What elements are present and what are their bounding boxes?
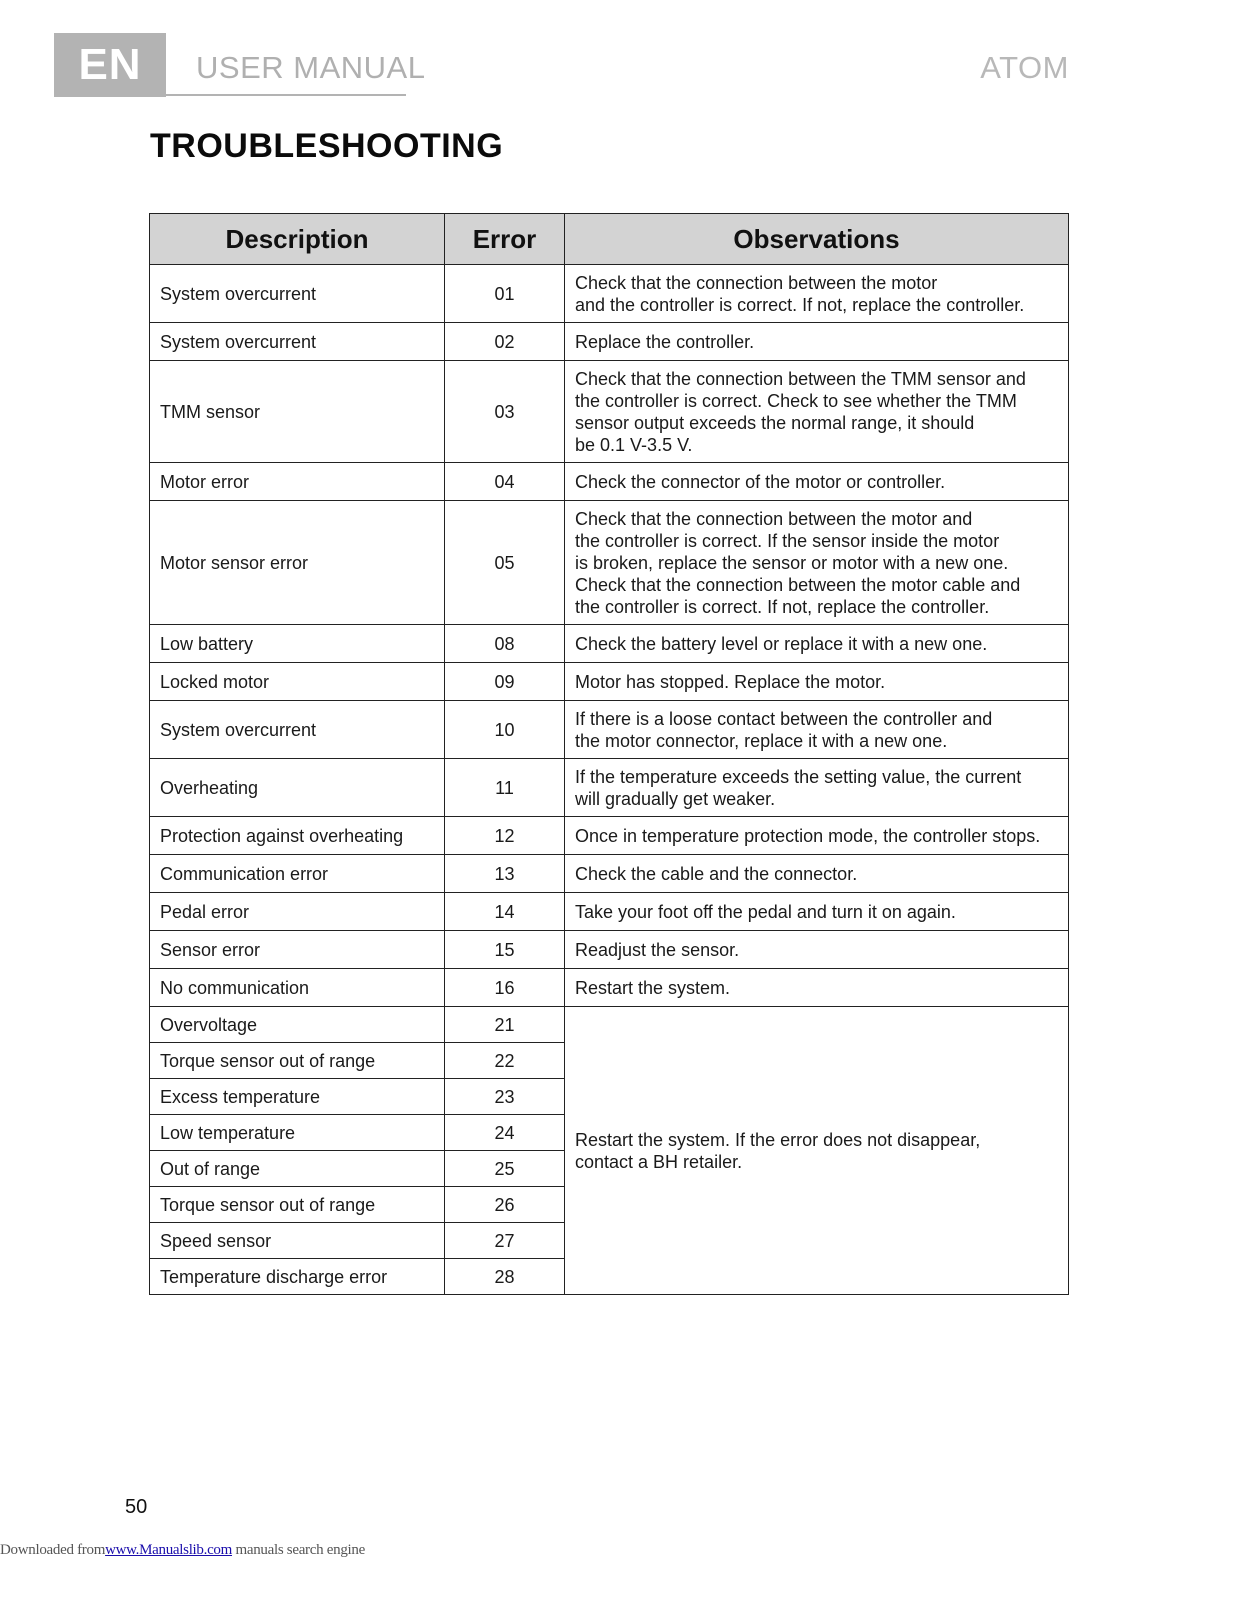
row-error-code: 03 [445, 361, 565, 463]
row-observation: Check that the connection between the motor and the controller is correct. If the sensor inside the motor is broken, replace the sensor or motor with a new one. Check that the connection between the motor cable and the controller is correct. If not, replace the controller. [565, 501, 1069, 625]
row-description: Speed sensor [150, 1223, 445, 1259]
row-observation: Motor has stopped. Replace the motor. [565, 663, 1069, 701]
row-error-code: 05 [445, 501, 565, 625]
row-description: System overcurrent [150, 701, 445, 759]
row-observation: If there is a loose contact between the controller and the motor connector, replace it with a new one. [565, 701, 1069, 759]
table-row [150, 625, 1069, 663]
table-row [150, 463, 1069, 501]
row-error-code: 04 [445, 463, 565, 501]
row-observation: If the temperature exceeds the setting value, the current will gradually get weaker. [565, 759, 1069, 817]
language-badge: EN [54, 33, 166, 97]
manualslib-link[interactable]: www.Manualslib.com [105, 1542, 233, 1558]
row-error-code: 21 [445, 1007, 565, 1043]
row-error-code: 14 [445, 893, 565, 931]
row-observation: Restart the system. [565, 969, 1069, 1007]
row-error-code: 24 [445, 1115, 565, 1151]
row-observation: Check the connector of the motor or controller. [565, 463, 1069, 501]
table-row [150, 265, 1069, 323]
page-number: 50 [125, 1496, 148, 1518]
row-error-code: 15 [445, 931, 565, 969]
table-row [150, 817, 1069, 855]
row-observation-merged: Restart the system. If the error does not disappear, contact a BH retailer. [565, 1007, 1069, 1295]
table-row [150, 855, 1069, 893]
footer-suffix: manuals search engine [232, 1542, 365, 1558]
row-description: TMM sensor [150, 361, 445, 463]
table-row [150, 759, 1069, 817]
header-underline [166, 94, 406, 96]
row-error-code: 16 [445, 969, 565, 1007]
manual-label: USER MANUAL [196, 50, 426, 85]
row-observation: Take your foot off the pedal and turn it on again. [565, 893, 1069, 931]
table-row [150, 969, 1069, 1007]
row-description: No communication [150, 969, 445, 1007]
row-description: Locked motor [150, 663, 445, 701]
row-observation: Check the cable and the connector. [565, 855, 1069, 893]
table-row [150, 323, 1069, 361]
footer [0, 1542, 365, 1559]
row-observation: Readjust the sensor. [565, 931, 1069, 969]
table-row [150, 501, 1069, 625]
row-description: Pedal error [150, 893, 445, 931]
row-error-code: 11 [445, 759, 565, 817]
troubleshooting-table [149, 213, 1069, 1295]
header-observations: Observations [565, 214, 1069, 265]
row-description: Communication error [150, 855, 445, 893]
header-description: Description [150, 214, 445, 265]
table-header-row [150, 214, 1069, 265]
row-description: Sensor error [150, 931, 445, 969]
row-error-code: 28 [445, 1259, 565, 1295]
table-row [150, 893, 1069, 931]
row-description: Excess temperature [150, 1079, 445, 1115]
row-description: Out of range [150, 1151, 445, 1187]
header-error: Error [445, 214, 565, 265]
row-description: Low battery [150, 625, 445, 663]
row-description: Low temperature [150, 1115, 445, 1151]
row-error-code: 27 [445, 1223, 565, 1259]
row-error-code: 26 [445, 1187, 565, 1223]
row-observation: Check the battery level or replace it with a new one. [565, 625, 1069, 663]
row-description: Overheating [150, 759, 445, 817]
row-observation: Once in temperature protection mode, the controller stops. [565, 817, 1069, 855]
row-description: Torque sensor out of range [150, 1043, 445, 1079]
footer-prefix: Downloaded from [0, 1542, 106, 1558]
row-description: System overcurrent [150, 265, 445, 323]
row-description: System overcurrent [150, 323, 445, 361]
row-error-code: 02 [445, 323, 565, 361]
table-row [150, 1007, 1069, 1043]
row-error-code: 23 [445, 1079, 565, 1115]
product-name: ATOM [980, 50, 1069, 85]
row-error-code: 10 [445, 701, 565, 759]
row-description: Protection against overheating [150, 817, 445, 855]
row-observation: Check that the connection between the motor and the controller is correct. If not, replace the controller. [565, 265, 1069, 323]
row-error-code: 25 [445, 1151, 565, 1187]
row-description: Temperature discharge error [150, 1259, 445, 1295]
row-observation: Replace the controller. [565, 323, 1069, 361]
row-observation: Check that the connection between the TMM sensor and the controller is correct. Check to see whether the TMM sensor output exceeds the normal range, it should be 0.1 V-3.5 V. [565, 361, 1069, 463]
page-title: TROUBLESHOOTING [150, 127, 504, 165]
table-row [150, 931, 1069, 969]
table-row [150, 663, 1069, 701]
row-description: Torque sensor out of range [150, 1187, 445, 1223]
row-error-code: 22 [445, 1043, 565, 1079]
row-error-code: 13 [445, 855, 565, 893]
table-row [150, 701, 1069, 759]
row-error-code: 09 [445, 663, 565, 701]
row-error-code: 01 [445, 265, 565, 323]
row-error-code: 12 [445, 817, 565, 855]
row-error-code: 08 [445, 625, 565, 663]
row-description: Motor sensor error [150, 501, 445, 625]
table-row [150, 361, 1069, 463]
row-description: Overvoltage [150, 1007, 445, 1043]
row-description: Motor error [150, 463, 445, 501]
